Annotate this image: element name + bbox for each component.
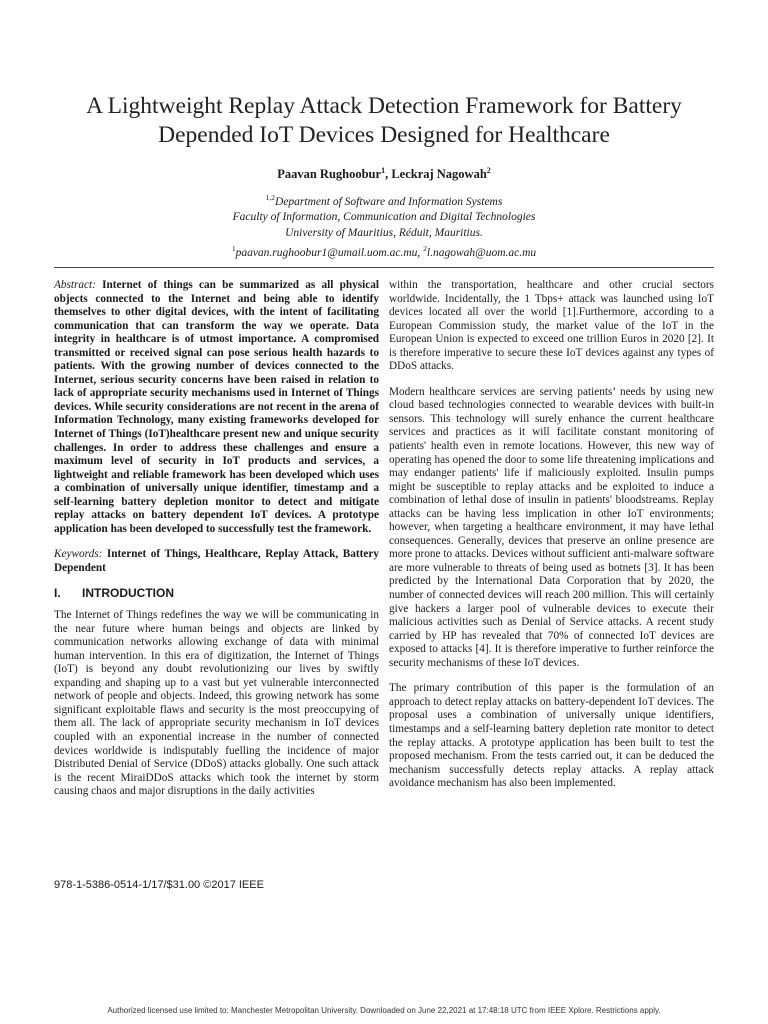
paper-title (40, 92, 728, 150)
email-2: l.nagowah@uom.ac.mu (426, 247, 537, 260)
affiliation-superscript: 1,2 (265, 193, 276, 202)
keywords-label: Keywords: (54, 548, 103, 561)
author-separator: , (385, 167, 392, 182)
author-superscript: 1 (381, 166, 386, 175)
email-1: paavan.rughoobur1@umail.uom.ac.mu, (235, 247, 424, 260)
header-divider (54, 267, 714, 268)
left-column (54, 279, 379, 811)
affiliation-faculty: Faculty of Information, Communication and Digital Technologies (232, 211, 536, 224)
intro-paragraph-1-continued: within the transportation, healthcare and other crucial sectors worldwide. Incidentally, the 1 Tbps+ attack was launched using IoT devices located all over the world [1].Furthermore, according to a European Commission study, the market value of the IoT in the European Union is expected to exceed one trillion Euros in 2020 [2]. It is therefore imperative to secure these IoT devices against any types of DDoS attacks. (389, 279, 714, 373)
abstract-text: Internet of things can be summarized as all physical objects connected to the Internet and being able to identify themselves to other digital devices, with the intent of facilitating communication that can transform the way we operate. Data integrity in healthcare is of utmost importance. A compromised transmitted or received signal can pose serious health hazards to patients. With the growing number of devices connected to the Internet, serious security concerns have been raised in relation to lack of appropriate security mechanisms used in Internet of Things devices. While security considerations are not recent in the arena of Information Technology, many existing frameworks developed for Internet of Things (IoT)healthcare present new and unique security challenges. In order to address these challenges and ensure a maximum level of security in IoT products and services, a lightweight and reliable framework has been developed which uses a combination of universally unique identifier, timestamp and a self-learning battery depletion monitor to detect and mitigate replay attacks on battery dependent IoT devices. A prototype application has been developed to successfully test the framework. (54, 279, 379, 535)
section-number: I. (54, 586, 61, 601)
abstract-label: Abstract: (54, 279, 96, 291)
copyright-line: 978-1-5386-0514-1/17/$31.00 ©2017 IEEE (54, 879, 264, 891)
affiliation-block (0, 190, 768, 262)
intro-paragraph-1: The Internet of Things redefines the way we will be communicating in the near future where human beings and objects are linked by communication networks allowing exchange of data with minimal human intervention. In this era of digitization, the Internet of Things (IoT) is beyond any doubt revolutionizing our lives by swiftly expanding and shaping up to a vast but yet vulnerable interconnected network of people and objects. Indeed, this growing network has some significant exploitable flaws and security is the most preoccupying of them all. The lack of appropriate security mechanism in IoT devices coupled with an exponential increase in the number of connected devices worldwide is indisputably fuelling the incidence of major Distributed Denial of Service (DDoS) attacks globally. One such attack is the recent MiraiDDoS attacks which took the internet by storm causing chaos and major disruptions in the daily activities (54, 609, 379, 798)
keywords (54, 548, 379, 575)
affiliation-department: Department of Software and Information Systems (275, 195, 503, 208)
title-line-2: Depended IoT Devices Designed for Healthcare (158, 122, 610, 148)
section-title: INTRODUCTION (82, 586, 174, 601)
author-name: Paavan Rughoobur (277, 167, 382, 182)
author-superscript: 2 (486, 166, 491, 175)
license-notice: Authorized licensed use limited to: Manchester Metropolitan University. Downloaded on June 22,2021 at 17:48:18 UTC from IEEE Xplore. Restrictions apply. (107, 1006, 661, 1015)
title-line-1: A Lightweight Replay Attack Detection Framework for Battery (86, 93, 682, 119)
intro-paragraph-2: Modern healthcare services are serving patients’ needs by using new cloud based technologies connected to wearable devices with built-in sensors. This technology will surely enhance the current healthcare services and practices as it will facilitate constant monitoring of patients' health even in remote locations. However, this new way of operating has opened the door to some life threatening implications and may endanger patients' life if maliciously exploited. Insulin pumps might be susceptible to replay attacks and be exploited to induce a combination of lethal dose of insulin in patients' bloodstreams. Replay attacks can be having less implication in other IoT environments; however, when targeting a healthcare environment, it may have lethal consequences. Generally, devices that preserve an online presence are more prone to attacks. Devices without sufficient anti-malware software are more vulnerable to threats of being used as botnets [3]. It has been predicted by the International Data Corporation that by 2020, the number of connected devices will reach 200 million. This will certainly give hackers a larger pool of vulnerable devices to execute their malicious activities such as Denial of Service attacks. A recent study carried by HP has revealed that 70% of connected IoT devices are exposed to attacks [4]. It is therefore imperative to further reinforce the security mechanisms of these IoT devices. (389, 385, 714, 669)
author-list (0, 166, 768, 182)
section-heading (54, 587, 379, 601)
author-emails: $^1$paavan.rughoobur1@umail.uom.ac.mu, $^2$l.nagowah@uom.ac.mu (231, 244, 537, 260)
author-name: Leckraj Nagowah (391, 167, 487, 182)
abstract (54, 279, 379, 536)
right-column (389, 279, 714, 803)
keywords-text: Internet of Things, Healthcare, Replay Attack, Battery Dependent (54, 548, 380, 574)
affiliation-university: University of Mauritius, Réduit, Mauritius. (285, 226, 483, 239)
intro-paragraph-3: The primary contribution of this paper is the formulation of an approach to detect replay attacks on battery-dependent IoT devices. The proposal uses a combination of universally unique identifiers, timestamps and a self-learning battery depletion rate monitor to detect the replay attacks. A prototype application has been built to test the proposed mechanism. From the tests carried out, it can be deduced the mechanism successfully detects replay attacks. A replay attack avoidance mechanism has also been implemented. (389, 682, 714, 790)
